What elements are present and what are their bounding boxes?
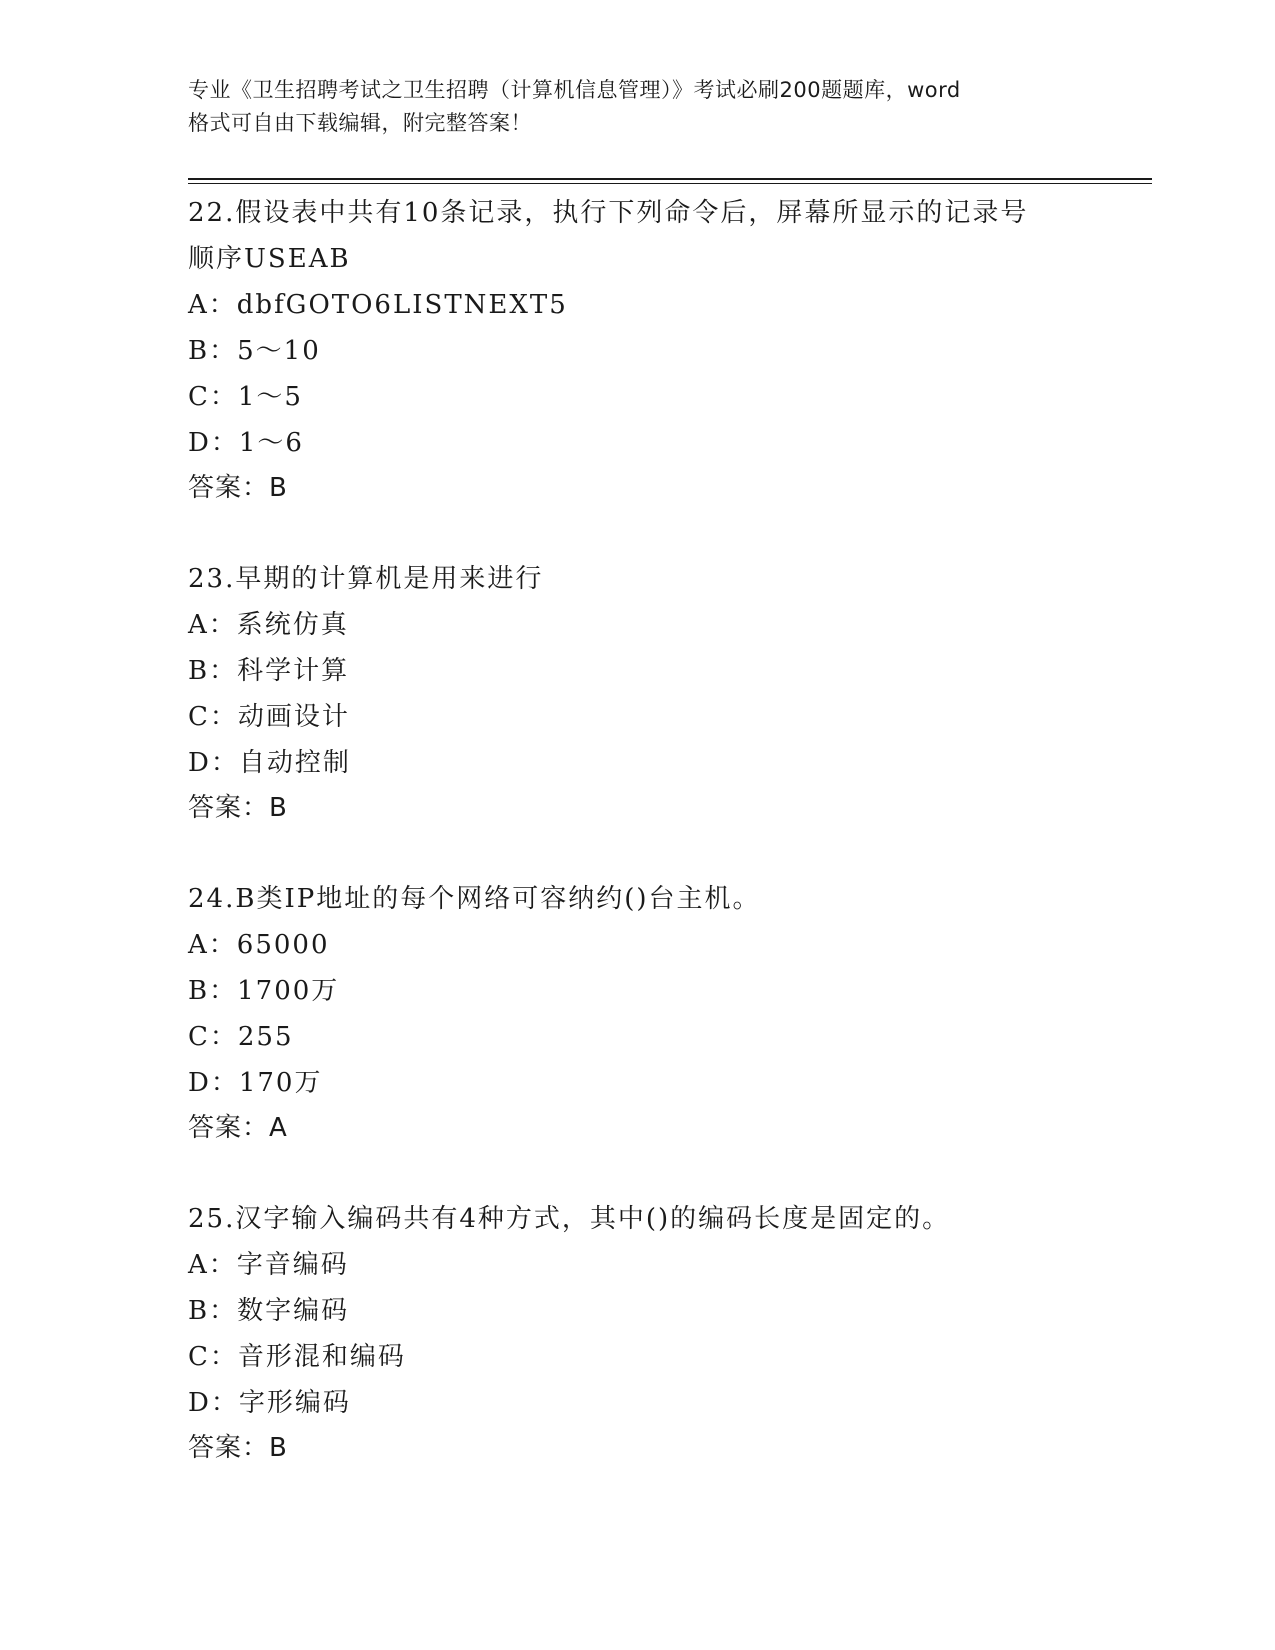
header-divider-thin bbox=[188, 183, 1152, 184]
question-list bbox=[188, 190, 1152, 1470]
spacer bbox=[188, 830, 1152, 876]
option-d: D：1～6 bbox=[188, 428, 304, 458]
question-text-line: 24.B类IP地址的每个网络可容纳约()台主机。 bbox=[188, 884, 761, 914]
option-d: D：自动控制 bbox=[188, 748, 351, 778]
question-23 bbox=[188, 556, 1152, 830]
option-b: B：数字编码 bbox=[188, 1296, 350, 1326]
question-24 bbox=[188, 876, 1152, 1150]
header-line-2: 格式可自由下载编辑，附完整答案！ bbox=[188, 111, 532, 135]
question-text-line: 22.假设表中共有10条记录，执行下列命令后，屏幕所显示的记录号 bbox=[188, 198, 1029, 228]
option-d: D：字形编码 bbox=[188, 1388, 351, 1418]
question-25 bbox=[188, 1196, 1152, 1470]
option-b: B：科学计算 bbox=[188, 656, 350, 686]
header-line-1: 专业《卫生招聘考试之卫生招聘（计算机信息管理）》考试必刷200题题库，word bbox=[188, 78, 961, 102]
option-a: A：65000 bbox=[188, 930, 330, 960]
question-text-line: 顺序USEAB bbox=[188, 244, 351, 274]
option-b: B：1700万 bbox=[188, 976, 340, 1006]
answer-line: 答案：B bbox=[188, 473, 288, 503]
option-c: C：1～5 bbox=[188, 382, 303, 412]
option-a: A：系统仿真 bbox=[188, 610, 349, 640]
option-a: A：字音编码 bbox=[188, 1250, 349, 1280]
option-c: C：255 bbox=[188, 1022, 294, 1052]
option-c: C：动画设计 bbox=[188, 702, 350, 732]
answer-line: 答案：A bbox=[188, 1113, 288, 1143]
answer-line: 答案：B bbox=[188, 1433, 288, 1463]
spacer bbox=[188, 510, 1152, 556]
page-header bbox=[188, 74, 1088, 140]
header-divider-thick bbox=[188, 178, 1152, 180]
option-b: B：5～10 bbox=[188, 336, 321, 366]
spacer bbox=[188, 1150, 1152, 1196]
answer-line: 答案：B bbox=[188, 793, 288, 823]
question-text-line: 23.早期的计算机是用来进行 bbox=[188, 564, 544, 594]
option-c: C：音形混和编码 bbox=[188, 1342, 406, 1372]
question-22 bbox=[188, 190, 1152, 510]
option-a: A：dbfGOTO6LISTNEXT5 bbox=[188, 290, 568, 320]
option-d: D：170万 bbox=[188, 1068, 323, 1098]
question-text-line: 25.汉字输入编码共有4种方式，其中()的编码长度是固定的。 bbox=[188, 1204, 951, 1234]
